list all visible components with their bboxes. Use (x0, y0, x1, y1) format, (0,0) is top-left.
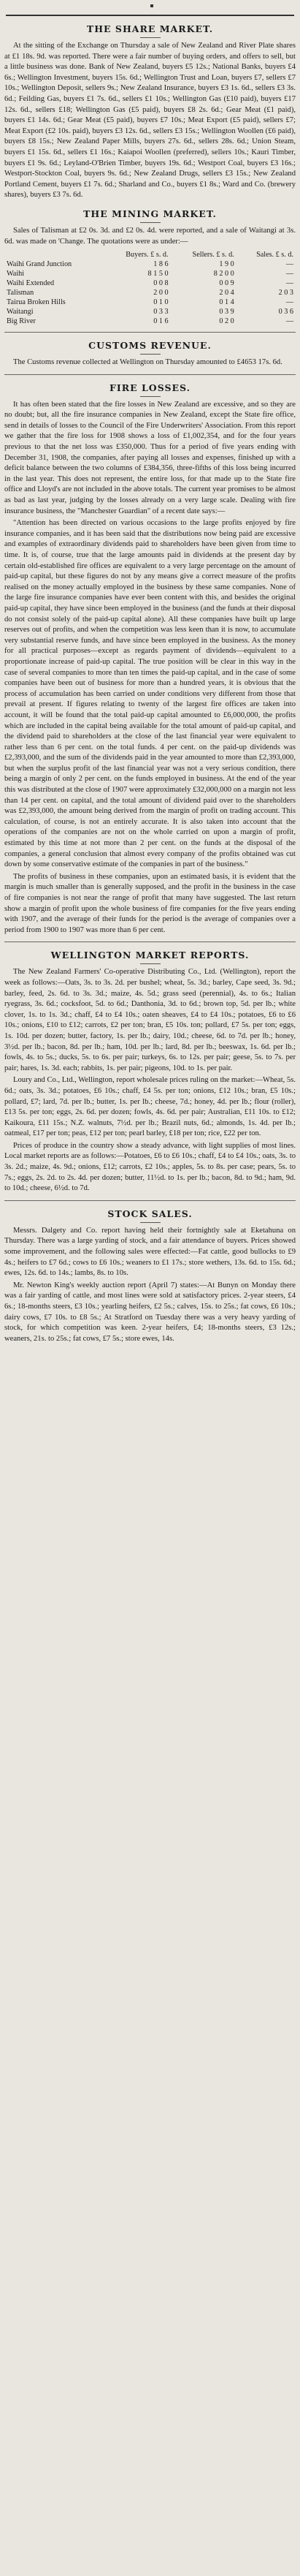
mine-name: Waihi Extended (7, 279, 55, 288)
wellington-market-section (4, 950, 296, 1194)
buyers-price: 0 1 0 (153, 298, 169, 307)
mine-name: Waihi Grand Junction (7, 260, 72, 269)
title-rule (140, 222, 161, 223)
buyers-price: 0 0 8 (153, 279, 169, 288)
mining-market-title: THE MINING MARKET. (83, 208, 217, 219)
customs-revenue-text: The Customs revenue collected at Wellington on Thursday amounted to £4653 17s. 6d. (13, 358, 282, 367)
fire-losses-section (4, 382, 296, 936)
wellington-market-paragraph: Prices of produce in the country show a steady advance, with light supplies of most lines. Local market reports are as follows:—Potatoes, £6 to £6 10s.; chaff, £4 to £4 10s.; oats, 3s. to 3s. 2d.; maize, 4s. 9d.; onions, £12; carrots, £2 10s.; apples, 5s. to 8s. per case; pears, 5s. to 7s.; eggs, 2s. 2d. to 2s. 4d. per dozen; butter, 11½d. to 1s. per lb.; bacon, 8d. to 9d.; ham, 9d. to 10d.; cheese, 6½d. to 7d. (4, 1141, 296, 1193)
column-header: Sales. £ s. d. (256, 251, 293, 260)
wellington-market-title: WELLINGTON MARKET REPORTS. (50, 950, 250, 961)
wellington-market-paragraph: The New Zealand Farmers' Co-operative Distributing Co., Ltd. (Wellington), report the week as follows:—Oats, 3s. to 3s. 2d. per bushel; wheat, 5s. 3d.; barley, Cape seed, 3s. 9d.; barley, feed, 2s. 6d. to 3s. 3d.; maize, 4s. 5d.; grass seed (perennial), 4s. to 6s.; Italian ryegrass, 3s. 6d.; cocksfoot, 5d. to 6d.; Danthonia, 3d. to 6d.; brown top, 5d. per lb.; white clover, 1s. to 1s. 3d.; chaff, £4 to £4 10s.; oaten sheaves, £4 to £4 10s.; potatoes, £6 to £6 10s.; onions, £10 to £12; carrots, £2 per ton; bran, £5 10s. ton; pollard, £7 5s. per ton; eggs, 1s. 10d. per dozen; butter, factory, 1s. per lb.; dairy, 10d.; cheese, 6d. to 7d. per lb.; honey, 3½d. per lb.; bacon, 8d. per lb.; ham, 10d. per lb.; lard, 8d. per lb.; beeswax, 1s. 6d. per lb.; fowls, 4s. to 5s.; ducks, 5s. to 6s. per pair; turkeys, 6s. to 12s. per pair; geese, 5s. to 7s. per pair; hares, 1s. 3d. each; rabbits, 1s. per pair; pigeons, 10d. to 1s. per pair. (4, 968, 296, 1072)
sales-price: — (285, 298, 293, 307)
mine-name: Waitangi (7, 308, 34, 317)
table-row (4, 279, 296, 288)
mining-quotations-table (4, 250, 296, 326)
sellers-price: 0 1 4 (219, 298, 234, 307)
sales-price: — (285, 317, 293, 326)
section-divider (4, 332, 296, 333)
stock-sales-paragraph: Mr. Newton King's weekly auction report (April 7) states:—At Bunyn on Monday there was a fair yarding of cattle, and most lines were sold at satisfactory prices. 2-year steers, £4 6s.; 18-months steers, £3 10s.; yearling heifers, £2 5s.; calves, 15s. to 25s.; fat cows, £6 10s.; dairy cows, £7 10s. to £8 5s.; At Stratford on Tuesday there was a very heavy yarding of stock, for which competition was keen. 2-year heifers, £4; 18-months steers, £3 12s.; weaners, 21s. to 25s.; fat cows, £7 5s.; store ewes, 14s. (4, 1281, 296, 1343)
section-divider (4, 374, 296, 375)
column-header (4, 250, 104, 260)
share-market-paragraph: At the sitting of the Exchange on Thursday a sale of New Zealand and River Plate shares at £1 18s. 9d. was reported. There were a fair number of buying orders, and offers to sell, but a little business was done. Bank of New Zealand, buyers £5 12s.; National Banks, buyers £4 6s.; Wellington Investment, buyers 15s. 6d.; Wellington Trust and Loan, buyers £7, sellers £7 10s.; Wellington Deposit, sellers 9s.; New Zealand Insurance, buyers £3 1s. 6d., sellers £3 3s. 6d.; Feilding Gas, buyers £1 7s. 6d., sellers £1 10s.; Wellington Gas (£10 paid), buyers £17 12s. 6d., sellers £18; Wellington Gas (£5 paid), buyers £8 2s. 6d.; Gear Meat (£1 paid), buyers £1 14s. 6d.; Gear Meat (£5 paid), buyers £7 10s.; Meat Export (£5 paid), sellers £7; Meat Export (£2 10s. paid), buyers £3 12s. 6d., sellers £3 15s.; Wellington Woollen (£6 paid), buyers £8 15s.; New Zealand Paper Mills, buyers 27s. 6d., sellers 28s. 6d.; Union Steam, buyers £1 15s. 6d., sellers £1 16s.; Kaiapoi Woollen (preferred), sellers 10s.; Kauri Timber, buyers £1 9s. 6d.; Leyland-O'Brien Timber, buyers 19s. 6d.; Westport Coal, buyers £3 16s.; Westport-Stockton Coal, buyers 9s. 6d.; New Zealand Drugs, sellers £3 15s.; New Zealand Portland Cement, buyers £1 7s. 6d.; Sharland and Co., buyers £1 8s.; Ward and Co. (brewery shares), buyers £3 7s. 6d. (4, 42, 296, 200)
table-header-row (4, 250, 296, 260)
table-row (4, 260, 296, 269)
sellers-price: 2 0 4 (219, 289, 234, 298)
table-row (4, 317, 296, 326)
stock-sales-paragraph: Messrs. Dalgety and Co. report having held their fortnightly sale at Eketahuna on Thursday. There was a large yarding of stock, and a fair attendance of buyers. Prices showed some improvement, and the following sales were effected:—Fat cattle, good bullocks to £9 4s.; heifers to £7 6d.; cows to £6 10s.; weaners to £1 17s.; store wethers, 13s. 6d. to 15s. 6d.; ewes, 12s. 6d. to 14s.; lambs, 8s. to 10s. (4, 1226, 296, 1278)
fire-losses-paragraph: "Attention has been directed on various occasions to the large profits enjoyed by fire insurance companies, and it has been said that the distributions now being paid are excessive and examples of extraordinary dividends paid to shareholders have been given from time to time. It is, of course, true that the large amounts paid in dividends at the present day by certain old-established fire offices are equivalent to a very large percentage on the amount of paid-up capital, but these figures do not by any means give a correct measure of the profits realised on the money actually employed in the business by these same companies. None of the large fire insurance companies have ever been content with this, and besides the original paid-up capital, they have since been employed in the business (and the funds at their disposal do not consist solely of the paid-up capital alone). All these companies have built up large reserves out of profits, and when the competition was less keen than it is now, to accumulate very substantial reserve funds, and have since been employed in the business. As the money for all practical purposes—except as regards payment of dividends—equivalent to a proportionate increase of paid-up capital. The true position will be clear in this way in the case of several companies to more than ten times the paid-up capital, and in the case of some companies have been out of business for more than a hundred years, it is obvious that the process of accumulation has been carried on under conditions very different from those that prevail at present. If figures relating to twenty of the largest fire offices are taken into account, it will be found that the total paid-up capital amounted to £6,000,000, the profits which are included in the capital being available for the total amount of paid-up capital, and the dividend paid to shareholders at the close of the last financial year were equivalent to rather less than 6 per cent. on the total funds. 4 per cent. on the paid-up dividends was £2,393,000, and the sum of the dividends paid in the year amounted to more than £2,393,000, but when the surplus profit of the last financial year was not a very serious condition, there being a margin of only 2 per cent. on the funds employed in business. At the end of the year this was distributed at the close of 1907 were approximately £32,000,000 on a margin not less than 14 per cent. on capital, and the total amount of dividend paid over to the shareholders was £2,393,000, the amount being derived from the margin of profit on trading account. This calculation, of course, is not an entirely accurate. It is also taken into account that the operations of the companies are not on the whole carried on upon a margin of profit, estimated by this time at not more than 2 per cent. on the funds at the disposal of the companies, a general conclusion that almost every company of the profits obtained was cut down by some conservative estimate of the companies in part of the business." (4, 519, 296, 869)
stock-sales-title: STOCK SALES. (107, 1208, 193, 1219)
buyers-price: 1 8 6 (153, 260, 169, 269)
table-row (4, 288, 296, 298)
title-rule (140, 396, 161, 397)
stock-sales-section (4, 1208, 296, 1345)
sellers-price: 8 2 0 0 (213, 270, 234, 279)
buyers-price: 8 1 5 0 (147, 270, 169, 279)
share-market-section (4, 23, 296, 201)
title-rule (140, 1222, 161, 1223)
sellers-price: 0 3 9 (219, 308, 234, 317)
mine-name: Talisman (7, 289, 34, 298)
buyers-price: 2 0 0 (153, 289, 169, 298)
column-header: Sellers. £ s. d. (192, 251, 234, 260)
customs-revenue-section (4, 340, 296, 368)
sales-price: — (285, 270, 293, 279)
mining-market-intro: Sales of Talisman at £2 0s. 3d. and £2 0s. 4d. were reported, and a sale of Waitangi at 3s. 6d. was made on 'Change. The quotations were as under:— (4, 226, 296, 246)
mining-market-section (4, 208, 296, 326)
mine-name: Waihi (7, 270, 25, 279)
sales-price: 0 3 6 (278, 308, 293, 317)
column-top-rule (6, 4, 294, 16)
fire-losses-paragraph: It has often been stated that the fire losses in New Zealand are excessive, and so they are no doubt; but, all the fire insurance companies in New Zealand, except the State fire office, send in details of losses to the Council of the Fire Underwriters' Association. From this report we gather that the fire loss for 1908 shows a loss of £1,002,354, and for the four years previous to that the net loss was £350,000. Thus for a period of five years ending with December 31, 1908, the companies, after paying all losses and expenses, finished up with a deficit balance between the two columns of £384,356, three-fifths of this loss being incurred in the last year. This does not represent, the entire loss, for that made up to the State fire office and Lloyd's are not included in the above totals. The current year promises to be almost as bad as last year, judging by the losses already on a very large scale. Dealing with fire insurance business, the "Manchester Guardian" of a recent date says:— (4, 400, 296, 515)
mine-name: Tairua Broken Hills (7, 298, 66, 307)
buyers-price: 0 3 3 (153, 308, 169, 317)
table-row (4, 298, 296, 307)
sellers-price: 0 0 9 (219, 279, 234, 288)
mine-name: Big River (7, 317, 36, 326)
sales-price: — (285, 279, 293, 288)
column-header: Buyers. £ s. d. (126, 251, 169, 260)
share-market-title: THE SHARE MARKET. (86, 23, 214, 34)
newspaper-column (4, 0, 296, 1344)
buyers-price: 0 1 6 (153, 317, 169, 326)
title-rule (140, 963, 161, 964)
fire-losses-title: FIRE LOSSES. (109, 382, 191, 393)
fire-losses-paragraph: The profits of business in these companies, upon an estimated basis, it is evident that the margin is much smaller than is generally supposed, and the profit in the business in the case of fire companies is not near the range of profit that many have suggested. The last return show a margin of profit upon the whole business of fire companies for the five years ending with 1907, and the average of their funds for the period is the average of companies over a period from 1900 to 1907 was more than 6 per cent. (4, 872, 296, 934)
sellers-price: 1 9 0 (219, 260, 234, 269)
table-row (4, 307, 296, 317)
title-rule (140, 354, 161, 355)
sales-price: 2 0 3 (278, 289, 293, 298)
title-rule (140, 37, 161, 38)
customs-revenue-title: CUSTOMS REVENUE. (88, 340, 212, 352)
sellers-price: 0 2 0 (219, 317, 234, 326)
sales-price: — (285, 260, 293, 269)
table-row (4, 269, 296, 279)
section-divider (4, 1200, 296, 1201)
wellington-market-paragraph: Loury and Co., Ltd., Wellington, report wholesale prices ruling on the market:—Wheat, 5s. 6d.; oats, 3s. 3d.; potatoes, £6 10s.; chaff, £4 5s. per ton; onions, £12 10s.; bran, £5 10s.; pollard, £7; lard, 7d. per lb.; butter, 1s. per lb.; cheese, 7d.; honey, 4d. per lb.; flour (roller), £13 5s. per ton; eggs, 2s. 6d. per dozen; fowls, 4s. 6d. per pair; Australian, £11 10s. to £12; Kaikoura, £11 15s.; N.Z. walnuts, 7½d. per lb.; Brazil nuts, 6d.; almonds, 1s. 4d. per lb.; oatmeal, £17 per ton; peas, £12 per ton; pearl barley, £18 per ton; rice, £22 per ton. (4, 1076, 296, 1138)
